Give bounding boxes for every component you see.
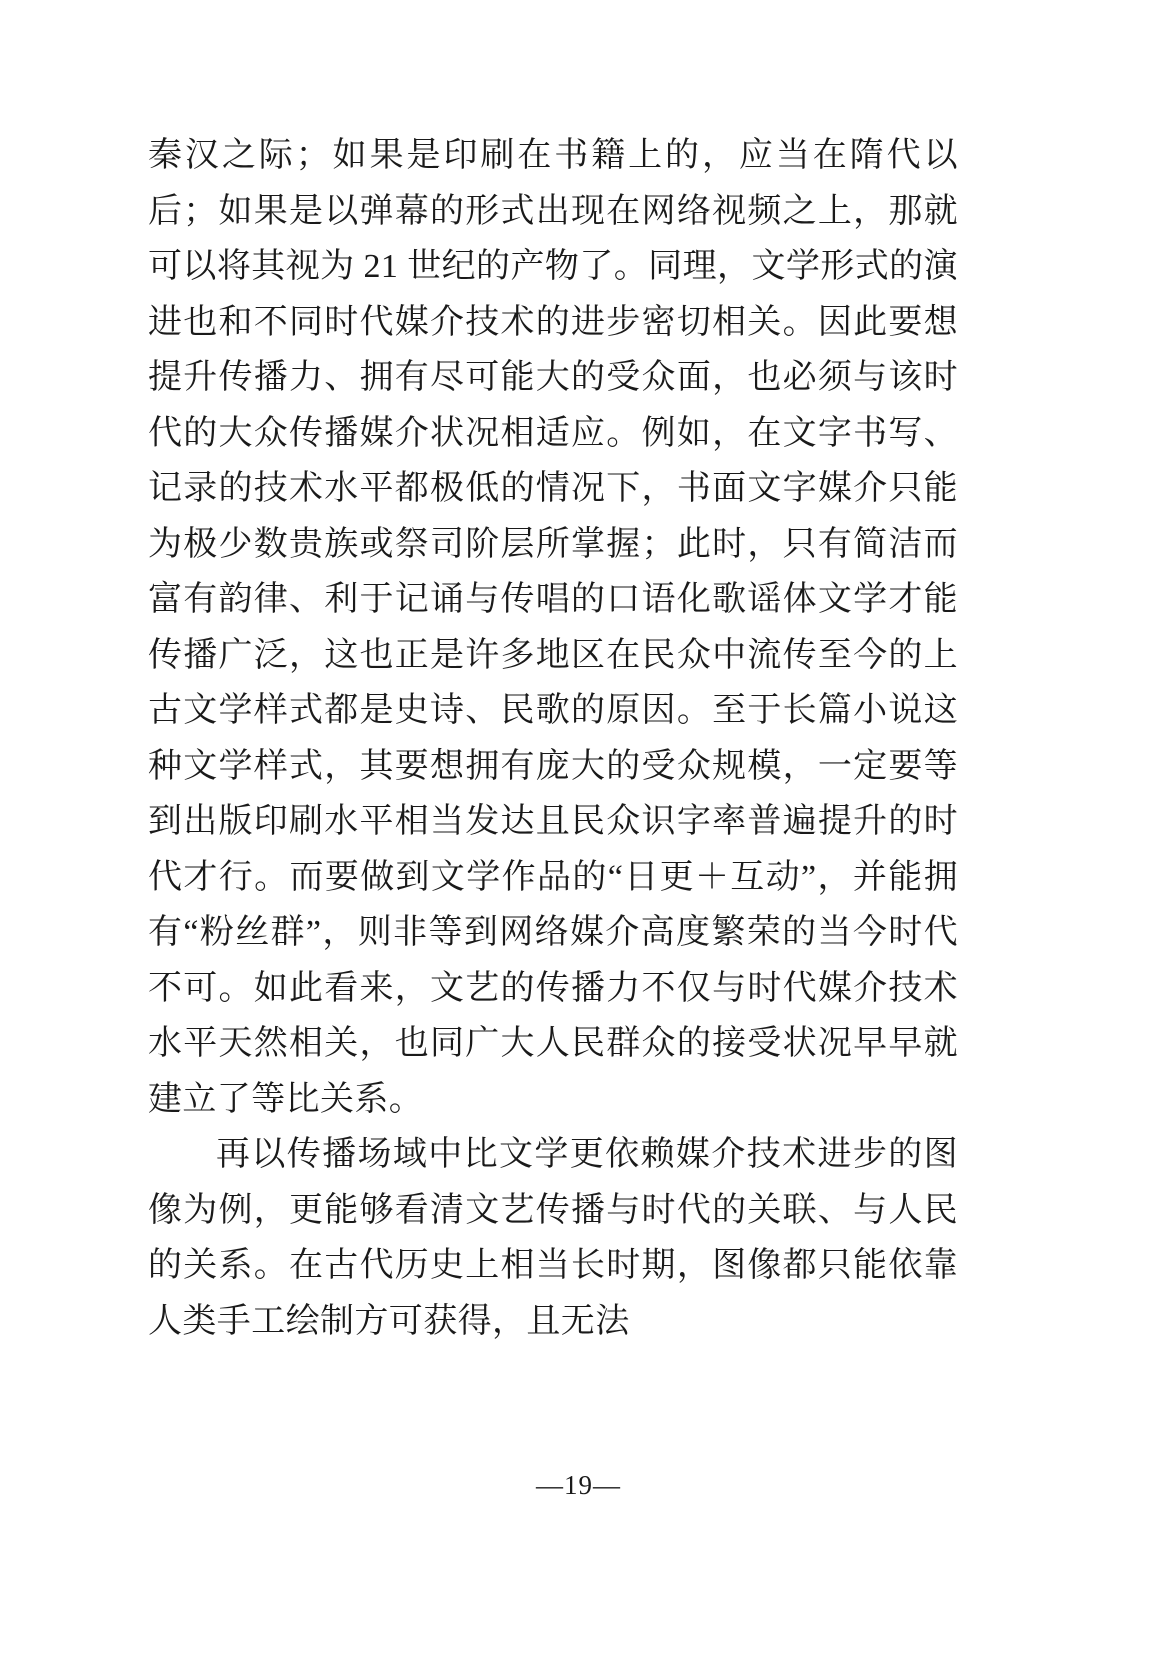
page-body — [148, 128, 958, 1349]
body-paragraph-1: 秦汉之际；如果是印刷在书籍上的，应当在隋代以后；如果是以弹幕的形式出现在网络视频之上，那就可以将其视为 21 世纪的产物了。同理，文学形式的演进也和不同时代媒介技术的进步密切相关。因此要想提升传播力、拥有尽可能大的受众面，也必须与该时代的大众传播媒介状况相适应。例如，在文字书写、记录的技术水平都极低的情况下，书面文字媒介只能为极少数贵族或祭司阶层所掌握；此时，只有简洁而富有韵律、利于记诵与传唱的口语化歌谣体文学才能传播广泛，这也正是许多地区在民众中流传至今的上古文学样式都是史诗、民歌的原因。至于长篇小说这种文学样式，其要想拥有庞大的受众规模，一定要等到出版印刷水平相当发达且民众识字率普遍提升的时代才行。而要做到文学作品的“日更＋互动”，并能拥有“粉丝群”，则非等到网络媒介高度繁荣的当今时代不可。如此看来，文艺的传播力不仅与时代媒介技术水平天然相关，也同广大人民群众的接受状况早早就建立了等比关系。 — [148, 137, 958, 1118]
body-paragraph-2: 再以传播场域中比文学更依赖媒介技术进步的图像为例，更能够看清文艺传播与时代的关联、与人民的关系。在古代历史上相当长时期，图像都只能依靠人类手工绘制方可获得，且无法 — [148, 1136, 958, 1340]
page-number: —19— — [536, 1470, 621, 1500]
